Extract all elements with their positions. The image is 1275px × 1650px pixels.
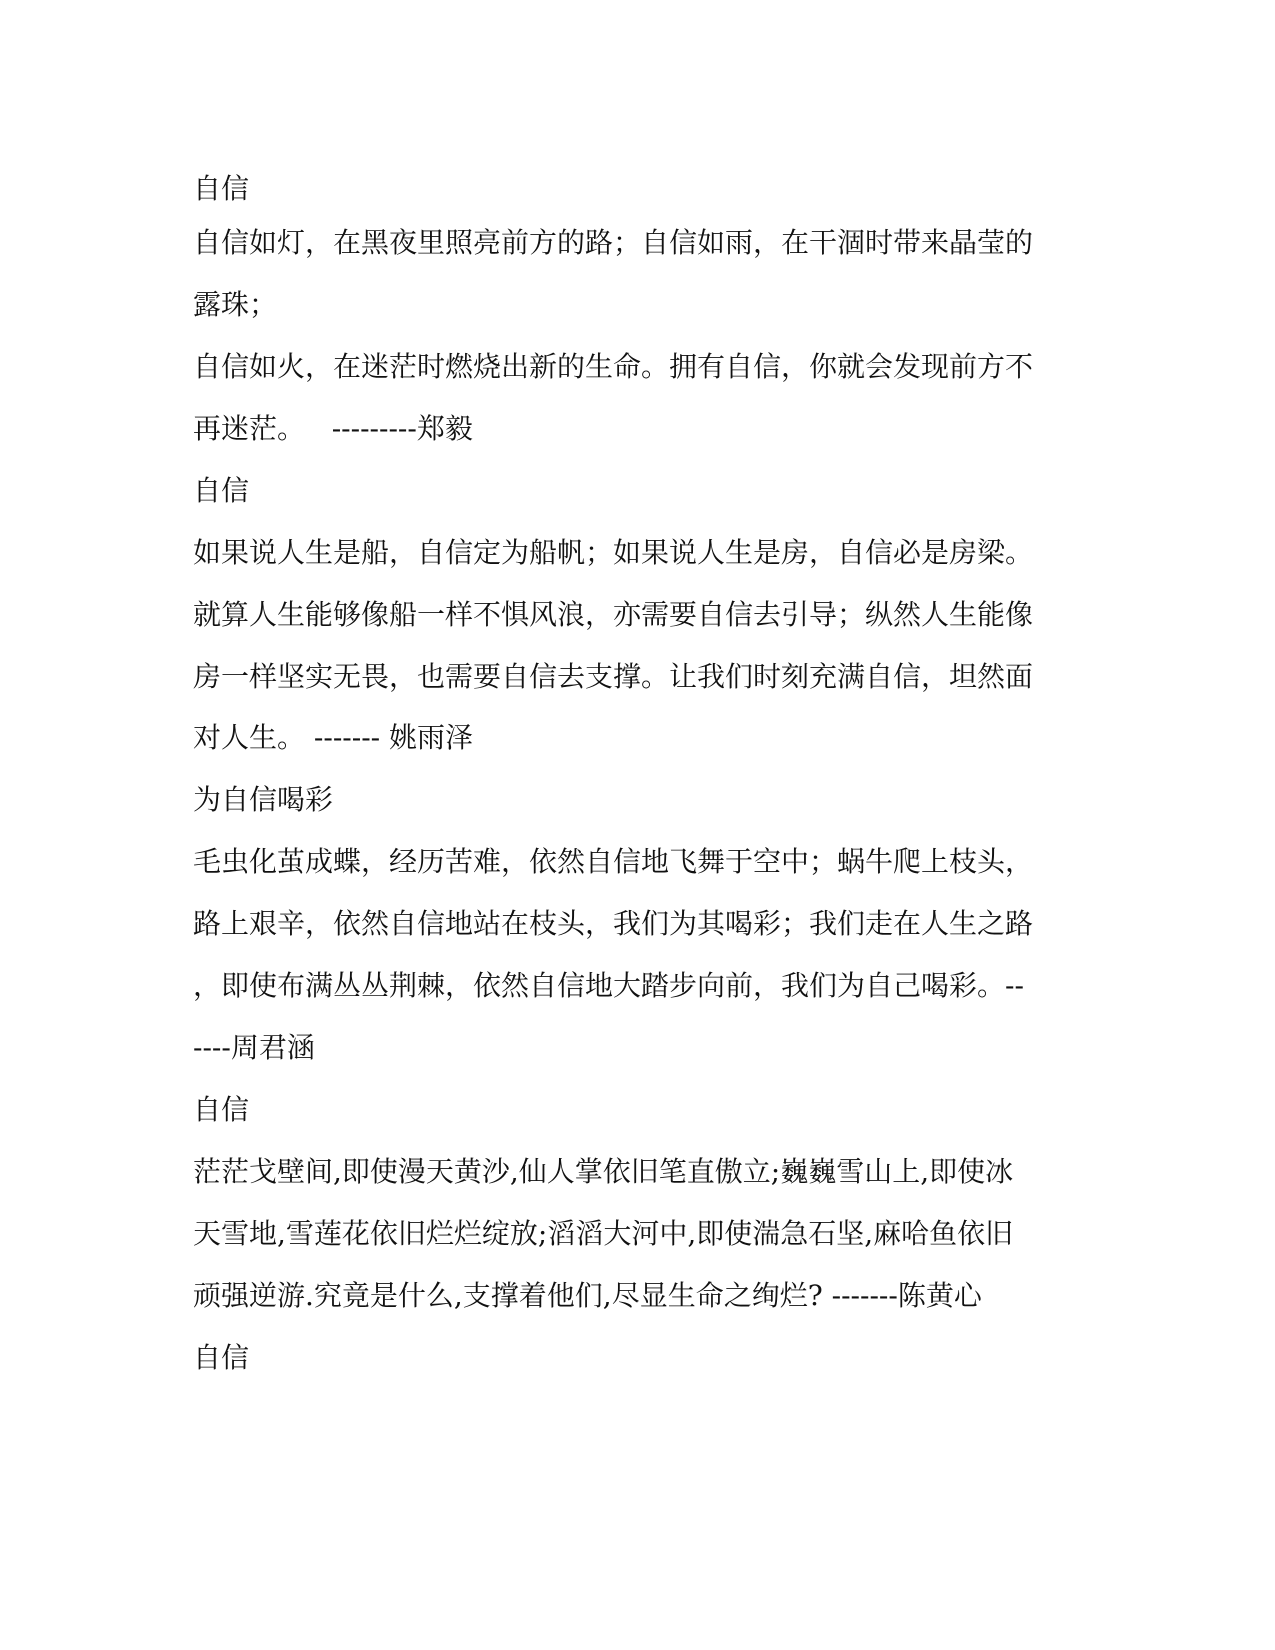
text-line: 自信如火，在迷茫时燃烧出新的生命。拥有自信，你就会发现前方不 [193,350,1034,383]
text-line: 露珠； [193,288,278,321]
text-line: 天雪地,雪莲花依旧烂烂绽放;滔滔大河中,即使湍急石坚,麻哈鱼依旧 [193,1217,1014,1250]
text-line: 毛虫化茧成蝶，经历苦难，依然自信地飞舞于空中；蜗牛爬上枝头， [193,845,1034,878]
heading-cheer-for-confidence: 为自信喝彩 [193,783,334,816]
heading-confidence-2: 自信 [193,474,250,507]
text-line: ，即使布满丛丛荆棘，依然自信地大踏步向前，我们为自己喝彩。-- [193,969,1024,1002]
text-line: 自信如灯，在黑夜里照亮前方的路；自信如雨，在干涸时带来晶莹的 [193,226,1034,259]
heading-confidence-1: 自信 [193,172,250,205]
text-line: 茫茫戈壁间,即使漫天黄沙,仙人掌依旧笔直傲立;巍巍雪山上,即使冰 [193,1155,1014,1188]
text-line-author: 再迷茫。 ---------郑毅 [193,412,473,445]
text-line: 如果说人生是船，自信定为船帆；如果说人生是房，自信必是房梁。 [193,536,1034,569]
text-line: 路上艰辛，依然自信地站在枝头，我们为其喝彩；我们走在人生之路 [193,907,1034,940]
heading-confidence-4: 自信 [193,1341,250,1374]
text-line-author: ----周君涵 [193,1031,315,1064]
text-line: 房一样坚实无畏，也需要自信去支撑。让我们时刻充满自信，坦然面 [193,660,1034,693]
text-line: 就算人生能够像船一样不惧风浪，亦需要自信去引导；纵然人生能像 [193,598,1034,631]
heading-confidence-3: 自信 [193,1093,250,1126]
text-line-author: 顽强逆游.究竟是什么,支撑着他们,尽显生命之绚烂? -------陈黄心 [193,1279,982,1312]
text-line-author: 对人生。 ------- 姚雨泽 [193,721,474,754]
